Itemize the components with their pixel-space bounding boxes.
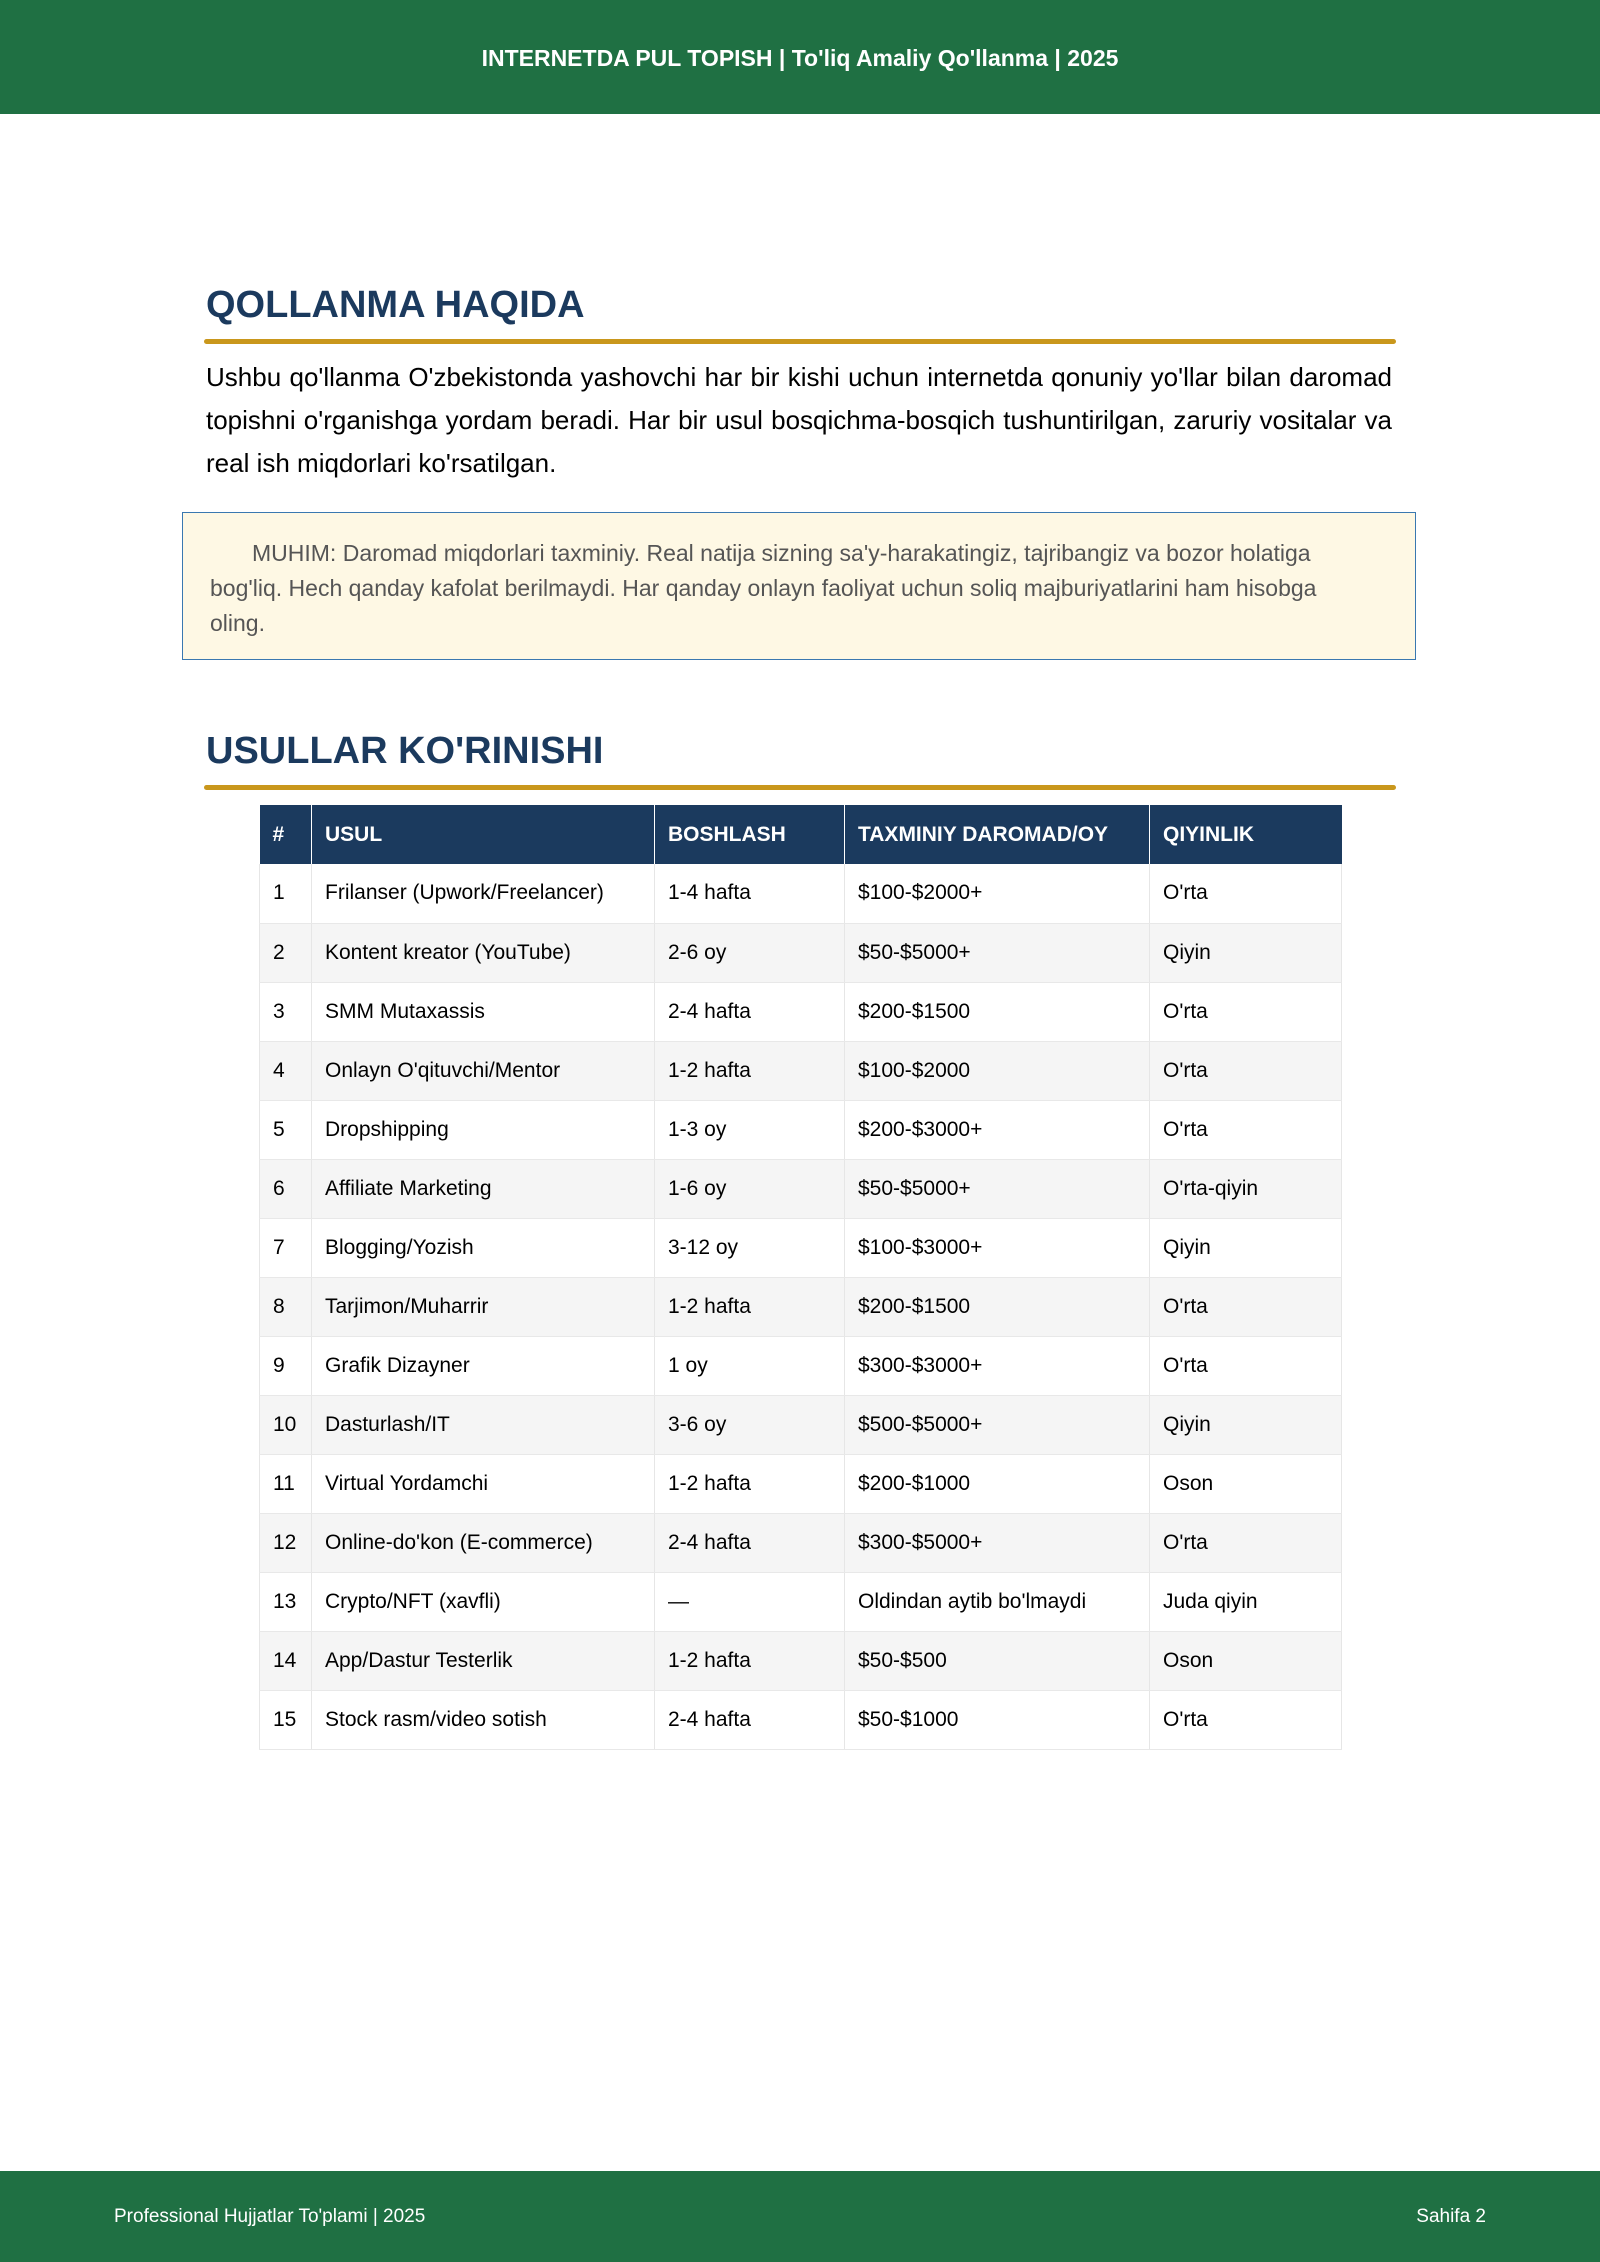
cell-difficulty: Qiyin xyxy=(1150,1395,1342,1454)
cell-difficulty: O'rta xyxy=(1150,1100,1342,1159)
cell-method: Onlayn O'qituvchi/Mentor xyxy=(312,1041,655,1100)
table-row xyxy=(260,1336,1342,1395)
cell-method: Stock rasm/video sotish xyxy=(312,1690,655,1749)
cell-method: Blogging/Yozish xyxy=(312,1218,655,1277)
cell-difficulty: O'rta xyxy=(1150,1690,1342,1749)
cell-income: $200-$1500 xyxy=(845,982,1150,1041)
table-row xyxy=(260,864,1342,923)
table-row xyxy=(260,1159,1342,1218)
table-row xyxy=(260,1277,1342,1336)
cell-start: 3-6 oy xyxy=(655,1395,845,1454)
cell-method: Online-do'kon (E-commerce) xyxy=(312,1513,655,1572)
cell-start: 2-6 oy xyxy=(655,923,845,982)
table-row xyxy=(260,1041,1342,1100)
footer-page-number: Sahifa 2 xyxy=(1416,2205,1486,2227)
cell-difficulty: Oson xyxy=(1150,1631,1342,1690)
cell-number: 8 xyxy=(260,1277,312,1336)
cell-start: 1-2 hafta xyxy=(655,1041,845,1100)
cell-start: 1-3 oy xyxy=(655,1100,845,1159)
cell-method: SMM Mutaxassis xyxy=(312,982,655,1041)
cell-start: 1-6 oy xyxy=(655,1159,845,1218)
cell-income: $200-$1000 xyxy=(845,1454,1150,1513)
cell-start: 2-4 hafta xyxy=(655,1690,845,1749)
page-header-bar xyxy=(0,0,1600,114)
cell-number: 11 xyxy=(260,1454,312,1513)
cell-income: $100-$2000+ xyxy=(845,864,1150,923)
cell-difficulty: Juda qiyin xyxy=(1150,1572,1342,1631)
table-header-row xyxy=(260,805,1342,864)
cell-start: 1 oy xyxy=(655,1336,845,1395)
important-notice-box xyxy=(182,512,1416,660)
cell-number: 3 xyxy=(260,982,312,1041)
cell-method: App/Dastur Testerlik xyxy=(312,1631,655,1690)
table-row xyxy=(260,1395,1342,1454)
cell-method: Kontent kreator (YouTube) xyxy=(312,923,655,982)
cell-difficulty: O'rta xyxy=(1150,864,1342,923)
cell-difficulty: O'rta xyxy=(1150,1041,1342,1100)
table-row xyxy=(260,982,1342,1041)
table-row xyxy=(260,1631,1342,1690)
cell-income: $50-$500 xyxy=(845,1631,1150,1690)
column-header-start: BOSHLASH xyxy=(655,805,845,864)
cell-difficulty: O'rta xyxy=(1150,1336,1342,1395)
cell-method: Affiliate Marketing xyxy=(312,1159,655,1218)
cell-number: 2 xyxy=(260,923,312,982)
cell-method: Dasturlash/IT xyxy=(312,1395,655,1454)
table-row xyxy=(260,1454,1342,1513)
cell-difficulty: O'rta-qiyin xyxy=(1150,1159,1342,1218)
cell-method: Grafik Dizayner xyxy=(312,1336,655,1395)
cell-income: $300-$5000+ xyxy=(845,1513,1150,1572)
cell-income: $100-$2000 xyxy=(845,1041,1150,1100)
cell-method: Crypto/NFT (xavfli) xyxy=(312,1572,655,1631)
cell-difficulty: Qiyin xyxy=(1150,1218,1342,1277)
cell-difficulty: Qiyin xyxy=(1150,923,1342,982)
cell-start: 1-2 hafta xyxy=(655,1277,845,1336)
cell-income: $50-$5000+ xyxy=(845,923,1150,982)
cell-method: Frilanser (Upwork/Freelancer) xyxy=(312,864,655,923)
page-footer-bar xyxy=(0,2171,1600,2262)
cell-number: 9 xyxy=(260,1336,312,1395)
cell-difficulty: O'rta xyxy=(1150,1277,1342,1336)
table-row xyxy=(260,1513,1342,1572)
cell-number: 14 xyxy=(260,1631,312,1690)
about-heading-rule xyxy=(204,339,1396,344)
cell-method: Tarjimon/Muharrir xyxy=(312,1277,655,1336)
about-paragraph: Ushbu qo'llanma O'zbekistonda yashovchi har bir kishi uchun internetda qonuniy yo'llar bilan daromad topishni o'rganishga yordam beradi. Har bir usul bosqichma-bosqich tushuntirilgan, zaruriy vositalar va real ish miqdorlari ko'rsatilgan. xyxy=(206,362,1392,478)
column-header-income: TAXMINIY DAROMAD/OY xyxy=(845,805,1150,864)
cell-number: 15 xyxy=(260,1690,312,1749)
cell-income: Oldindan aytib bo'lmaydi xyxy=(845,1572,1150,1631)
column-header-method: USUL xyxy=(312,805,655,864)
cell-number: 7 xyxy=(260,1218,312,1277)
about-heading: QOLLANMA HAQIDA xyxy=(206,284,585,326)
cell-difficulty: O'rta xyxy=(1150,982,1342,1041)
cell-income: $50-$1000 xyxy=(845,1690,1150,1749)
table-row xyxy=(260,923,1342,982)
cell-difficulty: Oson xyxy=(1150,1454,1342,1513)
column-header-difficulty: QIYINLIK xyxy=(1150,805,1342,864)
cell-income: $300-$3000+ xyxy=(845,1336,1150,1395)
methods-table-container xyxy=(259,805,1341,1750)
methods-table-body xyxy=(260,864,1342,1749)
cell-income: $200-$3000+ xyxy=(845,1100,1150,1159)
cell-number: 6 xyxy=(260,1159,312,1218)
cell-number: 10 xyxy=(260,1395,312,1454)
cell-number: 13 xyxy=(260,1572,312,1631)
cell-number: 4 xyxy=(260,1041,312,1100)
important-notice-text: MUHIM: Daromad miqdorlari taxminiy. Real natija sizning sa'y-harakatingiz, tajribangiz va bozor holatiga bog'liq. Hech qanday kafolat berilmaydi. Har qanday onlayn faoliyat uchun soliq majburiyatlarini ham hisobga oling. xyxy=(210,540,1317,636)
table-row xyxy=(260,1100,1342,1159)
cell-number: 1 xyxy=(260,864,312,923)
column-header-number: # xyxy=(260,805,312,864)
cell-number: 5 xyxy=(260,1100,312,1159)
cell-number: 12 xyxy=(260,1513,312,1572)
cell-method: Dropshipping xyxy=(312,1100,655,1159)
document-title: INTERNETDA PUL TOPISH | To'liq Amaliy Qo'llanma | 2025 xyxy=(481,44,1119,71)
table-row xyxy=(260,1572,1342,1631)
cell-income: $200-$1500 xyxy=(845,1277,1150,1336)
cell-start: 2-4 hafta xyxy=(655,1513,845,1572)
cell-start: 1-2 hafta xyxy=(655,1454,845,1513)
table-row xyxy=(260,1690,1342,1749)
cell-difficulty: O'rta xyxy=(1150,1513,1342,1572)
methods-table xyxy=(259,805,1342,1750)
cell-income: $100-$3000+ xyxy=(845,1218,1150,1277)
table-row xyxy=(260,1218,1342,1277)
cell-start: 1-4 hafta xyxy=(655,864,845,923)
cell-income: $50-$5000+ xyxy=(845,1159,1150,1218)
cell-income: $500-$5000+ xyxy=(845,1395,1150,1454)
cell-start: 2-4 hafta xyxy=(655,982,845,1041)
cell-start: 3-12 oy xyxy=(655,1218,845,1277)
cell-method: Virtual Yordamchi xyxy=(312,1454,655,1513)
cell-start: 1-2 hafta xyxy=(655,1631,845,1690)
cell-start: — xyxy=(655,1572,845,1631)
methods-heading: USULLAR KO'RINISHI xyxy=(206,730,604,772)
footer-collection-label: Professional Hujjatlar To'plami | 2025 xyxy=(114,2205,426,2227)
methods-heading-rule xyxy=(204,785,1396,790)
